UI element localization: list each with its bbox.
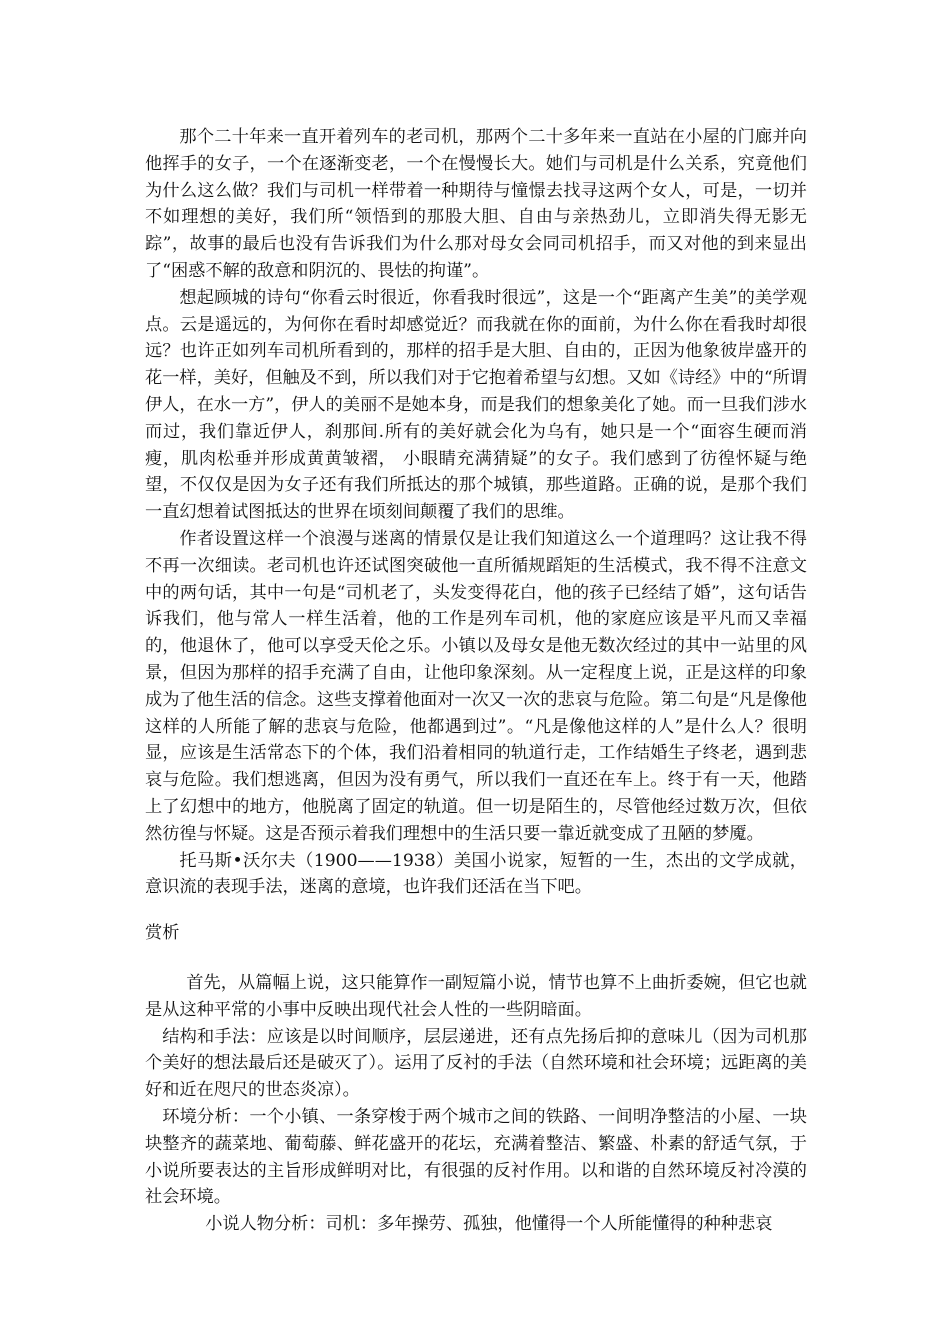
analysis-paragraph-2: 结构和手法：应该是以时间顺序，层层递进，还有点先扬后抑的意味儿（因为司机那个美好的想法最后还是破灭了）。运用了反衬的手法（自然环境和社会环境；远距离的美好和近在咫尺的世态炎凉）。 — [145, 1026, 807, 1101]
essay-paragraph-2: 想起顾城的诗句“你看云时很近，你看我时很远”，这是一个“距离产生美”的美学观点。云是遥远的，为何你在看时却感觉近？而我就在你的面前，为什么你在看我时却很远？也许正如列车司机所看到的，那样的招手是大胆、自由的，正因为他象彼岸盛开的花一样，美好，但触及不到，所以我们对于它抱着希望与幻想。又如《诗经》中的“所谓伊人，在水一方”，伊人的美丽不是她本身，而是我们的想象美化了她。而一旦我们涉水而过，我们靠近伊人，刹那间.所有的美好就会化为乌有，她只是一个“面容生硬而消瘦，肌肉松垂并形成黄黄皱褶， 小眼睛充满猜疑”的女子。我们感到了彷徨怀疑与绝望，不仅仅是因为女子还有我们所抵达的那个城镇，那些道路。正确的说，是那个我们一直幻想着试图抵达的世界在顷刻间颠覆了我们的思维。 — [145, 287, 807, 523]
essay-paragraph-1: 那个二十年来一直开着列车的老司机，那两个二十多年来一直站在小屋的门廊并向他挥手的女子，一个在逐渐变老，一个在慢慢长大。她们与司机是什么关系，究竟他们为什么这么做？我们与司机一样带着一种期待与憧憬去找寻这两个女人，可是，一切并不如理想的美好，我们所“领悟到的那股大胆、自由与亲热劲儿，立即消失得无影无踪”，故事的最后也没有告诉我们为什么那对母女会同司机招手，而又对他的到来显出了“困惑不解的敌意和阴沉的、畏怯的拘谨”。 — [145, 127, 807, 281]
analysis-paragraph-3: 环境分析：一个小镇、一条穿梭于两个城市之间的铁路、一间明净整洁的小屋、一块块整齐的蔬菜地、葡萄藤、鲜花盛开的花坛，充满着整洁、繁盛、朴素的舒适气氛，于小说所要表达的主旨形成鲜明对比，有很强的反衬作用。以和谐的自然环境反衬冷漠的社会环境。 — [145, 1106, 807, 1208]
essay-paragraph-4: 托马斯•沃尔夫（1900——1938）美国小说家，短暂的一生，杰出的文学成就，意识流的表现手法，迷离的意境，也许我们还活在当下吧。 — [145, 850, 807, 898]
analysis-body — [145, 970, 807, 1238]
essay-body — [145, 124, 807, 901]
analysis-heading: 赏析 — [145, 923, 180, 943]
analysis-paragraph-1: 首先，从篇幅上说，这只能算作一副短篇小说，情节也算不上曲折委婉，但它也就是从这种平常的小事中反映出现代社会人性的一些阴暗面。 — [145, 973, 807, 1020]
essay-paragraph-3: 作者设置这样一个浪漫与迷离的情景仅是让我们知道这么一个道理吗？这让我不得不再一次细读。老司机也许还试图突破他一直所循规蹈矩的生活模式，我不得不注意文中的两句话，其中一句是“司机老了，头发变得花白，他的孩子已经结了婚”，这句话告诉我们，他与常人一样生活着，他的工作是列车司机，他的家庭应该是平凡而又幸福的，他退休了，他可以享受天伦之乐。小镇以及母女是他无数次经过的其中一站里的风景，但因为那样的招手充满了自由，让他印象深刻。从一定程度上说，正是这样的印象成为了他生活的信念。这些支撑着他面对一次又一次的悲哀与危险。第二句是“凡是像他这样的人所能了解的悲哀与危险，他都遇到过”。“凡是像他这样的人”是什么人？很明显，应该是生活常态下的个体，我们沿着相同的轨道行走，工作结婚生子终老，遇到悲哀与危险。我们想逃离，但因为没有勇气，所以我们一直还在车上。终于有一天，他踏上了幻想中的地方，他脱离了固定的轨道。但一切是陌生的，尽管他经过数万次，但依然彷徨与怀疑。这是否预示着我们理想中的生活只要一靠近就变成了丑陋的梦魇。 — [145, 528, 807, 844]
analysis-paragraph-4: 小说人物分析：司机：多年操劳、孤独，他懂得一个人所能懂得的种种悲哀 — [205, 1214, 773, 1235]
